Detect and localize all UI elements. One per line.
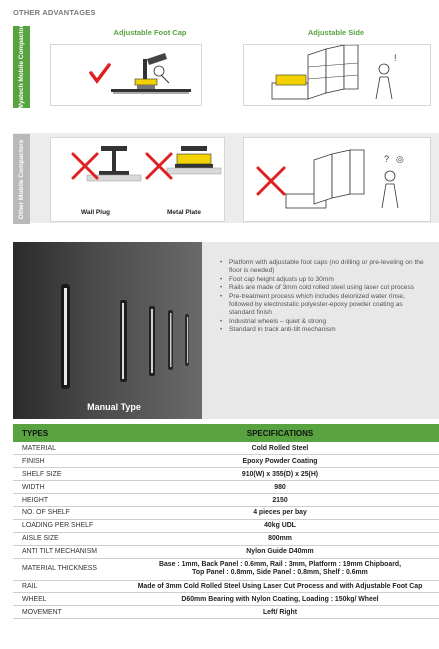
- type-cell: ANTI TILT MECHANISM: [13, 545, 121, 558]
- type-cell: HEIGHT: [13, 494, 121, 507]
- table-row: [13, 593, 439, 606]
- svg-text:◎: ◎: [396, 154, 404, 164]
- foot-cap-illustration: [50, 44, 202, 106]
- others-side-illustration: [243, 137, 431, 222]
- table-row: [13, 468, 439, 481]
- feature-item: • Industrial wheels – quiet & strong: [220, 318, 430, 326]
- type-cell: MATERIAL: [13, 442, 121, 455]
- table-header-row: [13, 424, 439, 442]
- spec-cell: Epoxy Powder Coating: [121, 455, 439, 468]
- type-cell: WIDTH: [13, 481, 121, 494]
- type-cell: RAIL: [13, 580, 121, 593]
- svg-text:!: !: [394, 53, 397, 63]
- feature-item: • Platform with adjustable foot caps (no drilling or pre-leveling on the floor is needed): [220, 259, 430, 276]
- table-row: [13, 532, 439, 545]
- spec-cell: 4 pieces per bay: [121, 506, 439, 519]
- others-foot-illustration: [50, 137, 225, 222]
- header-specifications: SPECIFICATIONS: [121, 424, 439, 442]
- type-cell: AISLE SIZE: [13, 532, 121, 545]
- row-label-wyatech: Wyatech Mobile Compactor: [13, 26, 30, 108]
- feature-item: • Standard in track anti-tilt mechanism: [220, 326, 430, 334]
- table-row: [13, 545, 439, 558]
- table-row: [13, 455, 439, 468]
- table-row: [13, 519, 439, 532]
- spec-cell: Made of 3mm Cold Rolled Steel Using Laser Cut Process and with Adjustable Foot Cap: [121, 580, 439, 593]
- wall-plug-caption: Wall Plug: [81, 209, 111, 216]
- table-row: [13, 494, 439, 507]
- header-types: TYPES: [13, 424, 121, 442]
- spec-line: Base : 1mm, Back Panel : 0.6mm, Rail : 3mm, Platform : 19mm Chipboard,: [158, 560, 401, 568]
- spec-cell: [121, 558, 439, 580]
- type-cell: LOADING PER SHELF: [13, 519, 121, 532]
- type-cell: NO. OF SHELF: [13, 506, 121, 519]
- table-row: [13, 506, 439, 519]
- type-cell: FINISH: [13, 455, 121, 468]
- features-list: [220, 259, 430, 335]
- metal-plate-caption: Metal Plate: [167, 209, 201, 216]
- feature-item: • Pre-treatment process which includes deionized water rinse, followed by electrostatic polyester-epoxy powder coating as standard finish: [220, 293, 430, 318]
- feature-item: • Rails are made of 3mm cold rolled steel using laser cut process: [220, 284, 430, 292]
- table-row: [13, 606, 439, 619]
- column-heading-foot-cap: Adjustable Foot Cap: [113, 28, 187, 37]
- spec-cell: 980: [121, 481, 439, 494]
- adjustable-side-illustration: [243, 44, 431, 106]
- type-cell: SHELF SIZE: [13, 468, 121, 481]
- column-heading-side: Adjustable Side: [307, 28, 365, 37]
- svg-text:?: ?: [384, 154, 390, 164]
- specifications-table: [13, 424, 439, 619]
- spec-cell: Nylon Guide D40mm: [121, 545, 439, 558]
- table-row: [13, 558, 439, 580]
- spec-cell: Cold Rolled Steel: [121, 442, 439, 455]
- product-photo: [13, 242, 215, 419]
- table-row: [13, 481, 439, 494]
- spec-cell: D60mm Bearing with Nylon Coating, Loading : 150kg/ Wheel: [121, 593, 439, 606]
- row-label-others: Other Mobile Compactors: [13, 134, 30, 224]
- feature-item: • Foot cap height adjusts up to 30mm: [220, 276, 430, 284]
- section-title: OTHER ADVANTAGES: [13, 8, 96, 17]
- spec-cell: 2150: [121, 494, 439, 507]
- table-row: [13, 580, 439, 593]
- spec-cell: 800mm: [121, 532, 439, 545]
- spec-cell: 40kg UDL: [121, 519, 439, 532]
- photo-caption: Manual Type: [87, 402, 141, 412]
- type-cell: MATERIAL THICKNESS: [13, 558, 121, 580]
- type-cell: MOVEMENT: [13, 606, 121, 619]
- spec-line: Top Panel : 0.8mm, Side Panel : 0.8mm, Shelf : 0.6mm: [192, 569, 368, 577]
- spec-cell: Left/ Right: [121, 606, 439, 619]
- type-cell: WHEEL: [13, 593, 121, 606]
- spec-cell: 910(W) x 355(D) x 25(H): [121, 468, 439, 481]
- table-row: [13, 442, 439, 455]
